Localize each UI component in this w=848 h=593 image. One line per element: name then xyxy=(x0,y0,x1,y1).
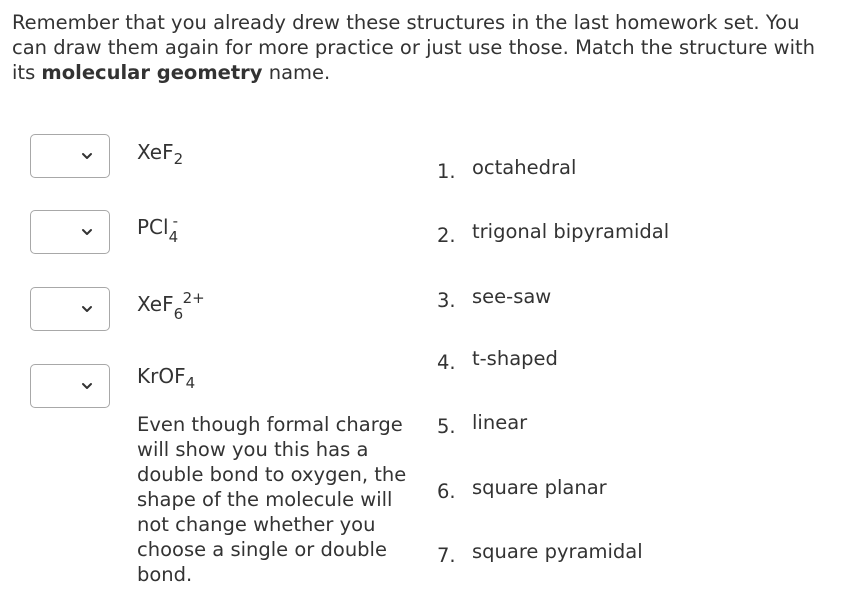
choice-6 xyxy=(437,476,607,503)
formula-sub-sup xyxy=(173,289,210,323)
choice-number: 5. xyxy=(437,415,456,438)
choice-1 xyxy=(437,156,577,183)
answer-select-2[interactable] xyxy=(30,210,110,254)
choice-number: 1. xyxy=(437,160,456,183)
choice-label: linear xyxy=(472,411,528,434)
chevron-down-icon xyxy=(81,151,93,161)
choice-label: see-saw xyxy=(472,285,552,308)
choice-number: 6. xyxy=(437,480,456,503)
question-4-note: Even though formal charge will show you this has a double bond to oxygen, the shape of the molecule will not change whether you choose a single or double bond. xyxy=(137,413,407,586)
choice-label: trigonal bipyramidal xyxy=(472,220,670,243)
instructions-bold: molecular geometry xyxy=(41,61,263,84)
choice-number: 7. xyxy=(437,544,456,567)
formula-base: KrOF xyxy=(137,364,186,388)
chevron-down-icon xyxy=(81,304,93,314)
choice-number: 3. xyxy=(437,289,456,312)
choice-3 xyxy=(437,285,552,312)
choice-7 xyxy=(437,540,643,567)
chevron-down-icon xyxy=(81,227,93,237)
choice-2 xyxy=(437,220,670,247)
choice-label: square planar xyxy=(472,476,607,499)
instructions-end: name. xyxy=(262,61,331,84)
formula-base: XeF xyxy=(137,140,174,164)
choice-number: 2. xyxy=(437,224,456,247)
choice-5 xyxy=(437,411,528,438)
formula-superscript: - xyxy=(172,212,179,230)
answer-select-4[interactable] xyxy=(30,364,110,408)
instructions xyxy=(12,10,838,85)
formula-subscript: 4 xyxy=(168,228,179,246)
chevron-down-icon xyxy=(81,381,93,391)
choice-label: square pyramidal xyxy=(472,540,643,563)
formula-base: PCl xyxy=(137,215,169,239)
instructions-text: Remember that you already drew these structures in the last homework set. You can draw them again for more practice or just use those. Match the structure with its xyxy=(12,11,816,84)
question-2-formula xyxy=(137,212,191,246)
choice-4 xyxy=(437,347,558,374)
formula-base: XeF xyxy=(137,292,174,316)
question-1-formula xyxy=(137,140,183,166)
formula-subscript: 2 xyxy=(173,150,184,168)
answer-select-1[interactable] xyxy=(30,134,110,178)
formula-subscript: 6 xyxy=(173,305,184,323)
formula-superscript: 2+ xyxy=(182,289,205,307)
choice-number: 4. xyxy=(437,351,456,374)
question-4-formula xyxy=(137,364,195,390)
answer-select-3[interactable] xyxy=(30,287,110,331)
choice-label: t-shaped xyxy=(472,347,558,370)
formula-sub-sup xyxy=(168,212,191,246)
question-3-formula xyxy=(137,289,210,323)
formula-subscript: 4 xyxy=(185,374,196,392)
choice-label: octahedral xyxy=(472,156,577,179)
